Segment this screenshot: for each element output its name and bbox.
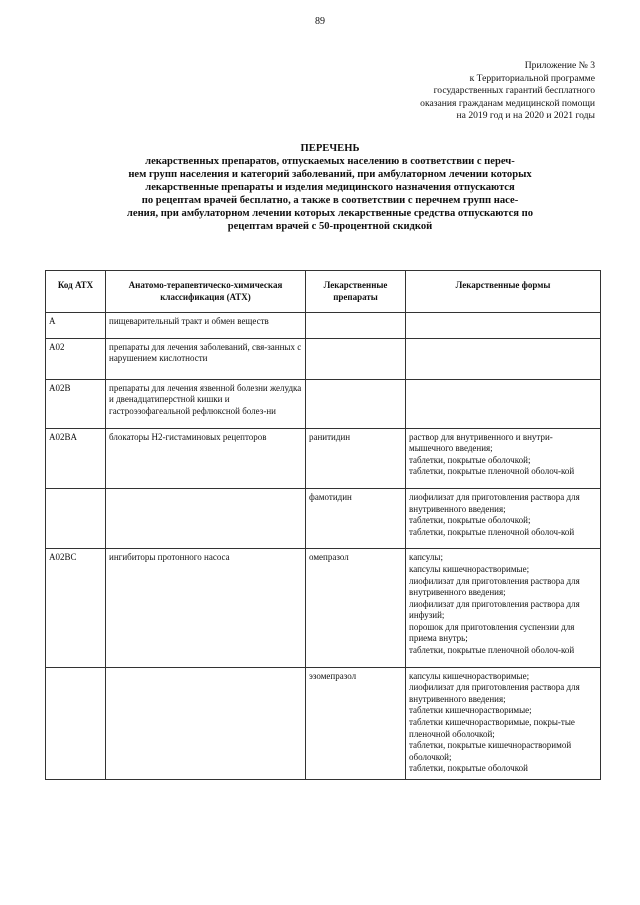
drug-name-cell: омепразол <box>306 549 406 667</box>
table-row <box>46 428 601 488</box>
atc-classification-cell: препараты для лечения заболеваний, свя-занных с нарушением кислотности <box>106 338 306 379</box>
table-row <box>46 313 601 339</box>
title-line: лекарственных препаратов, отпускаемых населению в соответствии с переч- <box>145 156 515 167</box>
table-row <box>46 488 601 548</box>
table-header-row <box>46 271 601 313</box>
drug-name-cell <box>306 338 406 379</box>
appendix-line: на 2019 год и на 2020 и 2021 годы <box>456 110 595 122</box>
header-atc-code: Код АТХ <box>46 271 106 313</box>
dosage-form-item: таблетки, покрытые пленочной оболоч-кой <box>409 466 575 477</box>
header-drugs: Лекарственные препараты <box>306 271 406 313</box>
dosage-form-item: капсулы кишечнорастворимые; <box>409 670 530 681</box>
dosage-form-item: таблетки, покрытые пленочной оболоч-кой <box>409 645 575 656</box>
header-dosage-forms: Лекарственные формы <box>406 271 601 313</box>
title-line: нем групп населения и категорий заболеваний, при амбулаторном лечении которых <box>128 169 532 180</box>
page-number: 89 <box>315 16 325 27</box>
atc-classification-cell: пищеварительный тракт и обмен веществ <box>106 313 306 339</box>
dosage-form-item: капсулы; <box>409 552 443 563</box>
dosage-form-item: таблетки кишечнорастворимые, покры-тые пленочной оболочкой; <box>409 717 575 739</box>
atc-code-cell: A02B <box>46 379 106 428</box>
atc-code-cell: A02BA <box>46 428 106 488</box>
dosage-form-item: таблетки, покрытые кишечнорастворимой оболочкой; <box>409 740 572 762</box>
atc-classification-cell: ингибиторы протонного насоса <box>106 549 306 667</box>
dosage-form-item: таблетки, покрытые пленочной оболоч-кой <box>409 526 575 537</box>
dosage-forms-cell <box>406 338 601 379</box>
drug-name-cell: ранитидин <box>306 428 406 488</box>
table-row <box>46 338 601 379</box>
title-line: лекарственные препараты и изделия медицинского назначения отпускаются <box>145 182 515 193</box>
atc-code-cell: A <box>46 313 106 339</box>
title-line: по рецептам врачей бесплатно, а также в соответствии с перечнем групп насе- <box>141 195 519 206</box>
dosage-form-item: таблетки, покрытые оболочкой; <box>409 454 531 465</box>
dosage-form-item: лиофилизат для приготовления раствора для инфузий; <box>409 598 580 621</box>
document-title <box>70 142 590 233</box>
dosage-forms-cell <box>406 488 601 548</box>
appendix-note <box>295 60 595 123</box>
title-line: рецептам врачей с 50-процентной скидкой <box>227 221 433 232</box>
atc-code-cell: A02BC <box>46 549 106 667</box>
table-body <box>46 313 601 780</box>
appendix-line: Приложение № 3 <box>524 60 595 71</box>
header-atc-classification: Анатомо-терапевтическо-химическая классификация (АТХ) <box>106 271 306 313</box>
appendix-line: оказания гражданам медицинской помощи <box>420 97 595 109</box>
atc-code-cell <box>46 488 106 548</box>
atc-classification-cell <box>106 667 306 779</box>
table-row <box>46 549 601 667</box>
dosage-forms-cell <box>406 313 601 339</box>
dosage-form-item: раствор для внутривенного и внутри-мышечного введения; <box>409 431 553 454</box>
table-row <box>46 667 601 779</box>
dosage-form-item: таблетки, покрытые оболочкой <box>409 763 528 774</box>
title-line: ления, при амбулаторном лечении которых лекарственные средства отпускаются по <box>126 208 534 219</box>
atc-classification-cell: препараты для лечения язвенной болезни желудка и двенадцатиперстной кишки и гастроэзофагеальной рефлюксной болез-ни <box>106 379 306 428</box>
atc-code-cell: A02 <box>46 338 106 379</box>
appendix-line: к Территориальной программе <box>469 72 595 84</box>
dosage-form-item: лиофилизат для приготовления раствора для внутривенного введения; <box>409 491 580 514</box>
table-row <box>46 379 601 428</box>
dosage-form-item: таблетки кишечнорастворимые; <box>409 705 532 716</box>
dosage-forms-cell <box>406 428 601 488</box>
atc-classification-cell: блокаторы H2-гистаминовых рецепторов <box>106 428 306 488</box>
dosage-forms-cell <box>406 549 601 667</box>
atc-classification-cell <box>106 488 306 548</box>
drug-name-cell <box>306 379 406 428</box>
dosage-form-item: лиофилизат для приготовления раствора для внутривенного введения; <box>409 682 580 704</box>
dosage-forms-cell <box>406 667 601 779</box>
dosage-form-item: капсулы кишечнорастворимые; <box>409 563 530 574</box>
drug-list-table <box>45 270 601 780</box>
drug-name-cell: фамотидин <box>306 488 406 548</box>
dosage-form-item: лиофилизат для приготовления раствора для внутривенного введения; <box>409 575 580 598</box>
dosage-form-item: порошок для приготовления суспензии для приема внутрь; <box>409 621 575 644</box>
drug-name-cell <box>306 313 406 339</box>
drug-name-cell: эзомепразол <box>306 667 406 779</box>
dosage-forms-cell <box>406 379 601 428</box>
atc-code-cell <box>46 667 106 779</box>
appendix-line: государственных гарантий бесплатного <box>433 85 595 97</box>
dosage-form-item: таблетки, покрытые оболочкой; <box>409 515 531 526</box>
title-heading: ПЕРЕЧЕНЬ <box>300 143 360 154</box>
